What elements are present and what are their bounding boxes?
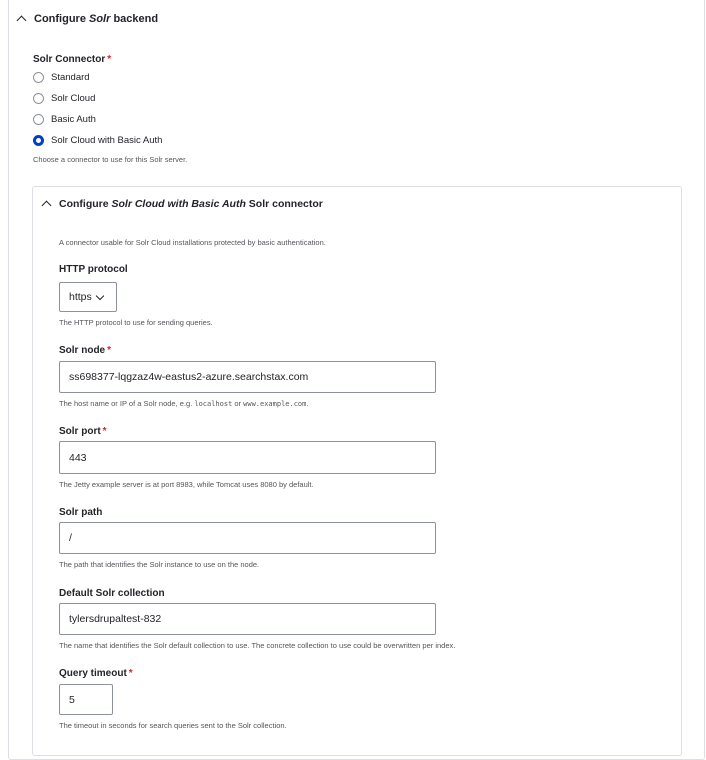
- solr-path-label: Solr path: [59, 507, 103, 518]
- solr-port-label: [59, 426, 107, 437]
- radio-label: Standard: [51, 72, 90, 83]
- http-protocol-description: The HTTP protocol to use for sending queries.: [59, 318, 213, 327]
- required-mark: *: [102, 426, 107, 437]
- chevron-up-icon: [17, 16, 27, 26]
- default-collection-label: Default Solr collection: [59, 588, 165, 599]
- connector-label-text: Solr Connector: [33, 54, 106, 65]
- required-mark: *: [107, 345, 112, 356]
- default-collection-value: tylersdrupaltest-832: [69, 613, 162, 625]
- required-mark: *: [128, 668, 133, 679]
- summary-suffix: backend: [110, 13, 159, 25]
- summary-emphasis: Solr Cloud with Basic Auth: [111, 198, 246, 210]
- connector-config-summary[interactable]: [41, 198, 323, 210]
- radio-standard[interactable]: [33, 72, 90, 83]
- default-collection-description: The name that identifies the Solr default collection to use. The concrete collection to use could be overwritten per index.: [59, 641, 456, 650]
- summary-prefix: Configure: [34, 13, 89, 25]
- query-timeout-value: 5: [69, 693, 75, 706]
- solr-node-value: ss698377-lqgzaz4w-eastus2-azure.searchstax.com: [69, 371, 309, 383]
- radio-label: Solr Cloud: [51, 93, 96, 104]
- summary-prefix: Configure: [59, 198, 112, 210]
- http-protocol-label: HTTP protocol: [59, 264, 128, 275]
- desc-text: or: [232, 399, 244, 408]
- required-mark: *: [107, 54, 112, 65]
- http-protocol-select[interactable]: [59, 282, 117, 312]
- solr-port-description: The Jetty example server is at port 8983, while Tomcat uses 8080 by default.: [59, 480, 314, 489]
- radio-circle[interactable]: [33, 114, 44, 125]
- query-timeout-label-text: Query timeout: [59, 668, 127, 679]
- radio-solr-cloud-basic-auth[interactable]: [33, 135, 162, 146]
- radio-solr-cloud[interactable]: [33, 93, 95, 104]
- chevron-down-icon: [96, 291, 104, 299]
- solr-path-input[interactable]: [59, 522, 436, 554]
- radio-basic-auth[interactable]: [33, 114, 96, 125]
- solr-port-value: 443: [69, 451, 87, 464]
- solr-path-description: The path that identifies the Solr instance to use on the node.: [59, 560, 260, 569]
- connector-description: Choose a connector to use for this Solr server.: [33, 155, 188, 164]
- chevron-up-icon: [42, 201, 52, 211]
- connector-label: [33, 54, 111, 65]
- radio-circle[interactable]: [33, 72, 44, 83]
- desc-text: The host name or IP of a Solr node, e.g.: [59, 399, 195, 408]
- solr-node-label-text: Solr node: [59, 345, 106, 356]
- radio-circle[interactable]: [33, 93, 44, 104]
- code-localhost: localhost: [194, 400, 233, 408]
- summary-emphasis: Solr: [89, 13, 111, 25]
- solr-backend-summary[interactable]: [16, 13, 158, 25]
- solr-port-input[interactable]: [59, 441, 436, 474]
- solr-node-description: [59, 399, 308, 408]
- solr-node-input[interactable]: [59, 361, 436, 393]
- query-timeout-description: The timeout in seconds for search queries sent to the Solr collection.: [59, 721, 287, 730]
- radio-circle-selected[interactable]: [33, 135, 44, 146]
- default-collection-input[interactable]: [59, 603, 436, 635]
- http-protocol-value: https: [69, 291, 92, 303]
- solr-path-value: /: [69, 532, 72, 544]
- query-timeout-label: [59, 668, 133, 679]
- connector-intro: A connector usable for Solr Cloud installations protected by basic authentication.: [59, 238, 326, 247]
- query-timeout-input[interactable]: [59, 684, 113, 715]
- desc-text: .: [306, 399, 309, 408]
- code-example-domain: www.example.com: [243, 400, 307, 408]
- radio-label: Solr Cloud with Basic Auth: [51, 135, 163, 146]
- solr-port-label-text: Solr port: [59, 426, 101, 437]
- summary-suffix: Solr connector: [245, 198, 323, 210]
- radio-label: Basic Auth: [51, 114, 96, 125]
- solr-node-label: [59, 345, 111, 356]
